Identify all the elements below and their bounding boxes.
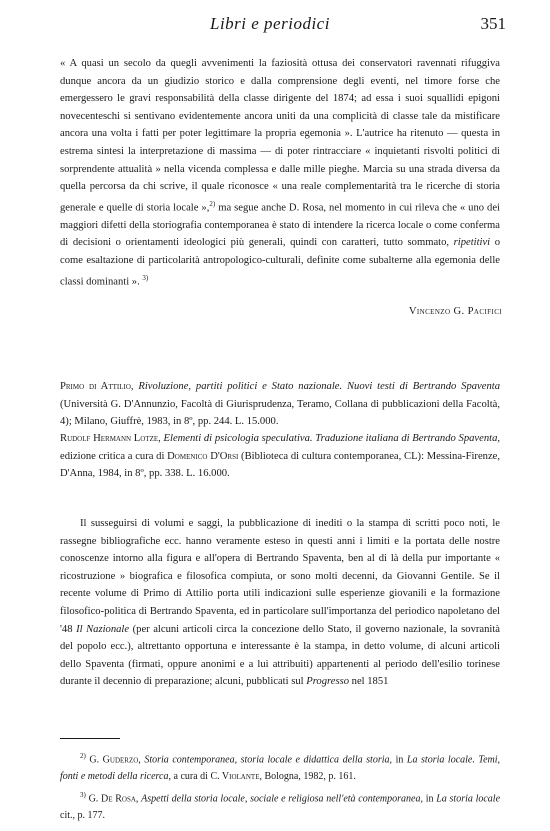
footnote-ref-3: 3) <box>142 273 149 282</box>
footnote-text: in <box>392 754 407 766</box>
quote-text-2: ma segue anche D. Rosa, nel momento in cui rileva che « uno dei maggiori difetti della storiografia contemporanea è stato di intendere la ricerca locale o come conferma di decisioni o orientamenti ideologici più generali, quindi con caratteri, tutto sommato, <box>60 202 500 249</box>
quote-text-1: « A quasi un secolo da quegli avvenimenti la faziosità ottusa dei conservatori ravennati rifuggiva dunque ancora da un giudizio storico e dalla comprensione degli eventi, nel timore forse che emergessero le gravi responsabilità della classe dirigente del 1874; ad essa i suoi squallidi epigoni novecenteschi si sentivano evidentemente ancora uniti da una complicità di classe tale da mistificare ancora una volta i fatti per poter legittimare la propria egemonia ». L'autrice ha ritenuto — questa in estrema sintesi la interpretazione di massima — di poter rintracciare « inquietanti risvolti politici di sorprendente attualità » nella vicenda complessa e dalle mille pieghe. Marcia su una strada diversa da quella percorsa da chi scrive, il quale riconosce « una reale complementarità tra le ricerche di storia generale e quelle di storia locale », <box>60 58 500 214</box>
footnote-editor: C. Violante, <box>210 770 262 782</box>
footnote-rule <box>60 738 120 739</box>
entry2-editor: Domenico D'Orsi <box>167 450 239 462</box>
quote-italic: ripetitivi <box>453 237 491 249</box>
quote-paragraph <box>60 55 500 291</box>
review-text-1: Il susseguirsi di volumi e saggi, la pubblicazione di inediti o la stampa di scritti poco noti, le rassegne bibliografiche ecc. hanno veramente esteso in questi anni i limiti e la portata delle nostre conoscenze intorno alla figura e all'opera di Bertrando Spaventa, ben al di là della pur importante « ricostruzione » biografica e filosofica compiuta, or sono molti decenni, da Giovanni Gentile. Se il recente volume di Primo di Attilio porta utili indicazioni sulle esperienze giovanili e la formazione filosofico-politica di Bertrando Spaventa, ed in particolare sull'importanza del periodico napoletano del '48 <box>60 518 500 635</box>
footnote-text: cit., p. 177. <box>60 810 105 822</box>
quote-text-3: o come esaltazione di particolarità antropologico-culturali, definite come subalterne alla egemonia delle classi dominanti ». <box>60 237 500 288</box>
footnote-ref-2: 2) <box>209 199 216 208</box>
entry2-author: Rudolf Hermann Lotze, <box>60 433 161 444</box>
entry2-details-pre: edizione critica a cura di <box>60 450 168 462</box>
footnote-title: Aspetti della storia locale, sociale e religiosa nell'età contemporanea, <box>141 793 423 805</box>
running-title: Libri e periodici <box>210 14 330 33</box>
footnote-2 <box>60 748 500 785</box>
review-italic-1: Il Nazionale <box>76 623 130 635</box>
footnote-3 <box>60 787 500 824</box>
bibliographic-entry-2 <box>60 430 500 483</box>
footnote-author: G. De Rosa, <box>88 793 139 805</box>
running-head <box>0 14 550 34</box>
footnote-mark: 3) <box>80 791 86 800</box>
footnotes <box>60 748 500 827</box>
bibliographic-entry-1 <box>60 378 500 431</box>
entry1-author: Primo di Attilio, <box>60 381 134 392</box>
footnote-title: Storia contemporanea, storia locale e didattica della storia, <box>144 754 393 766</box>
entry1-title: Rivoluzione, partiti politici e Stato nazionale. Nuovi testi di Bertrando Spaventa <box>138 381 500 392</box>
entry2-title: Elementi di psicologia speculativa. Traduzione italiana di Bertrando Spaventa, <box>163 433 501 444</box>
entry2-details: (Biblioteca di cultura contemporanea, CL): Messina-Firenze, D'Anna, 1984, in 8º, pp. 338. L. 16.000. <box>60 450 500 480</box>
footnote-title-2: La storia locale. Temi, fonti e metodi della ricerca, <box>60 754 501 782</box>
footnote-author: G. Guderzo, <box>89 754 141 766</box>
review-paragraph <box>60 515 500 691</box>
signature: Vincenzo G. Pacifici <box>408 306 502 317</box>
footnote-text: in <box>423 793 437 805</box>
footnote-text: a cura di <box>171 770 211 782</box>
footnote-title-2: La storia locale <box>436 793 501 805</box>
footnote-text: Bologna, 1982, p. 161. <box>261 770 356 782</box>
review-text-3: nel 1851 <box>349 676 389 688</box>
page-number: 351 <box>480 14 506 33</box>
footnote-mark: 2) <box>80 752 86 760</box>
review-text-2: (per alcuni articoli circa la concezione dello Stato, il governo nazionale, la sovranità del popolo ecc.), altrettanto opportuna e interessante è la stampa, in detto volume, di alcuni articoli dello Spaventa (firmati, oppure anonimi e a lui attribuiti) appartenenti al periodo dell'esilio torinese durante il decennio di preparazione; alcuni, pubblicati sul <box>60 623 500 688</box>
review-italic-2: Progresso <box>306 676 349 688</box>
entry1-details: (Università G. D'Annunzio, Facoltà di Giurisprudenza, Teramo, Collana di pubblicazioni della Facoltà, 4); Milano, Giuffrè, 1983, in 8º, pp. 244. L. 15.000. <box>60 398 500 428</box>
